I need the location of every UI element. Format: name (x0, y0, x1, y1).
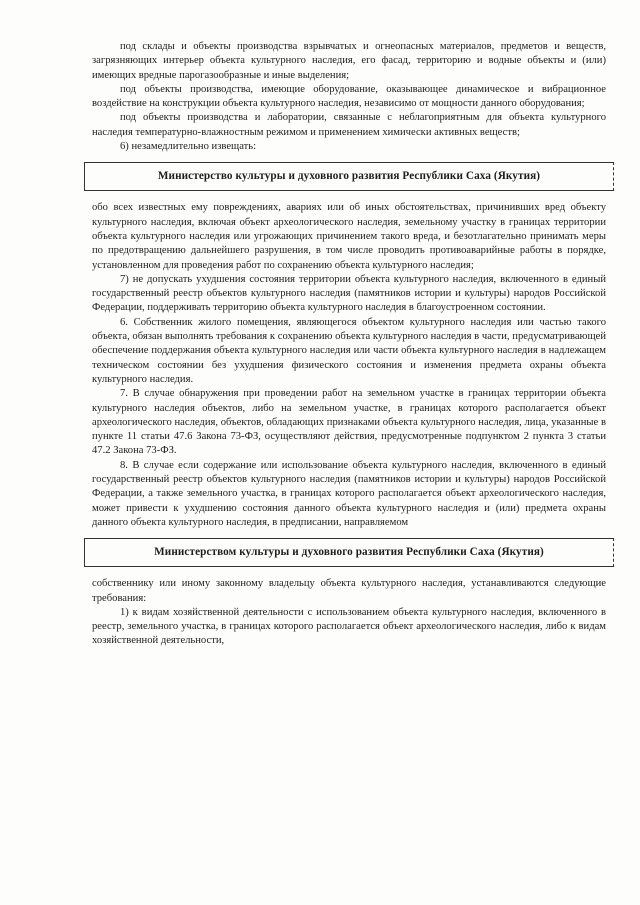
paragraph: обо всех известных ему повреждениях, авариях или об иных обстоятельствах, причинивших вред объекту культурного наследия, включая объект археологического наследия, земельному участку в границах территории объекта культурного наследия или угрожающих причинением такого вреда, и безотлагательно принимать меры по предотвращению дальнейшего разрушения, в том числе проводить противоаварийные работы в порядке, установленном для проведения работ по сохранению объекта культурного наследия; (92, 202, 606, 271)
authority-banner: Министерство культуры и духовного развития Республики Саха (Якутия) (84, 162, 614, 191)
paragraph: 6) незамедлительно извещать: (120, 141, 257, 153)
authority-banner: Министерством культуры и духовного развития Республики Саха (Якутия) (84, 538, 614, 567)
paragraph: под склады и объекты производства взрывчатых и огнеопасных материалов, предметов и веществ, загрязняющих интерьер объекта культурного наследия, его фасад, территорию и водные объекты и (или) имеющих вредные парогазообразные и иные выделения; (92, 41, 606, 81)
paragraph: 6. Собственник жилого помещения, являющегося объектом культурного наследия или частью такого объекта, обязан выполнять требования к сохранению объекта культурного наследия в части, предусматривающей обеспечение поддержания объекта культурного наследия или части объекта культурного наследия в надлежащем техническом состоянии без ухудшения физического состояния и изменения предмета охраны объекта культурного наследия. (92, 316, 606, 385)
paragraph: 1) к видам хозяйственной деятельности с использованием объекта культурного наследия, включенного в реестр, земельного участка, в границах которого располагается объект археологического наследия, либо к видам хозяйственной деятельности, (92, 606, 606, 647)
paragraph: под объекты производства и лаборатории, связанные с неблагоприятным для объекта культурного наследия температурно-влажностным режимом и применением химически активных веществ; (92, 112, 606, 138)
paragraph: собственнику или иному законному владельцу объекта культурного наследия, устанавливаются следующие требования: (92, 578, 606, 604)
paragraph: 7) не допускать ухудшения состояния территории объекта культурного наследия, включенного в единый государственный реестр объектов культурного наследия (памятников истории и культуры) народов Российской Федерации, поддерживать территорию объекта культурного наследия в благоустроенном состоянии. (92, 273, 606, 314)
paragraph: 7. В случае обнаружения при проведении работ на земельном участке в границах территории объекта культурного наследия объектов, либо на земельном участке, в границах которого располагается объект археологического наследия, объектов, обладающих признаками объекта культурного наследия, лица, указанные в пункте 11 статьи 47.6 Закона 73-ФЗ, осуществляют действия, предусмотренные подпунктом 2 пункта 3 статьи 47.2 Закона 73-ФЗ. (92, 388, 606, 457)
paragraph: 8. В случае если содержание или использование объекта культурного наследия, включенного в единый государственный реестр объектов культурного наследия (памятников истории и культуры) народов Российской Федерации, а также земельного участка, в границах которого располагается объект археологического наследия, может привести к ухудшению состояния данного объекта культурного наследия и (или) предмета охраны данного объекта культурного наследия, в предписании, направляемом (92, 459, 606, 528)
paragraph: под объекты производства, имеющие оборудование, оказывающее динамическое и вибрационное воздействие на конструкции объекта культурного наследия, независимо от мощности данного оборудования; (92, 83, 606, 110)
